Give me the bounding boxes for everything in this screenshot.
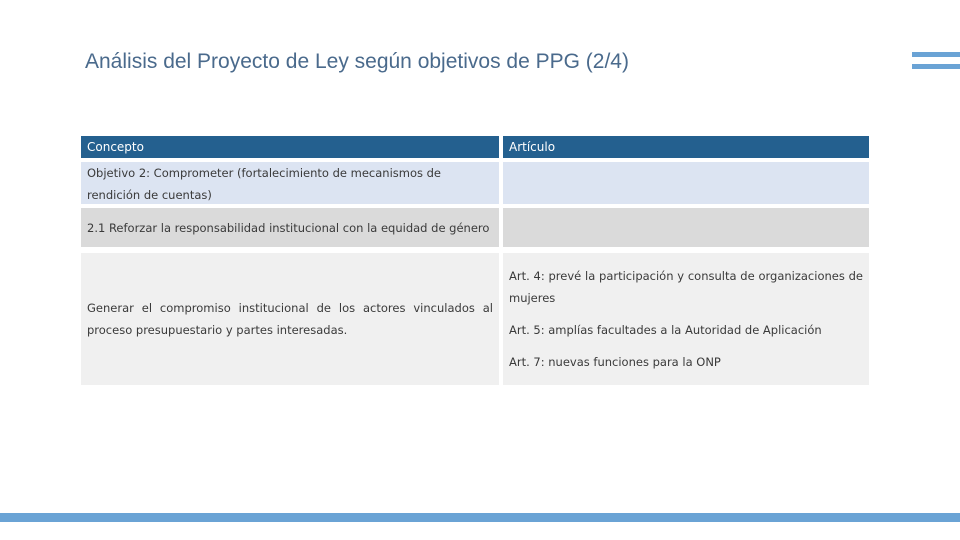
articulo-list [509, 265, 863, 373]
footer-bar [0, 513, 960, 522]
sub-objective-text: 2.1 Reforzar la responsabilidad institucional con la equidad de género [87, 220, 490, 235]
header-articulo: Artículo [503, 136, 869, 158]
sub-objective-articulo-cell [503, 208, 869, 247]
decorative-bar-top [912, 52, 960, 57]
decorative-bar-bottom [912, 64, 960, 69]
header-concepto: Concepto [81, 136, 499, 158]
articulo-item: Art. 7: nuevas funciones para la ONP [509, 355, 721, 369]
objective-concepto-cell: Objetivo 2: Comprometer (fortalecimiento de mecanismos de rendición de cuentas) [81, 162, 499, 204]
detail-articulo-cell [503, 253, 869, 385]
slide-title: Análisis del Proyecto de Ley según objetivos de PPG (2/4) [85, 50, 629, 73]
articulo-item: Art. 4: prevé la participación y consulta de organizaciones de mujeres [509, 269, 863, 305]
objective-articulo-cell [503, 162, 869, 204]
sub-objective-concepto-cell [81, 208, 499, 247]
detail-concepto-text: Generar el compromiso institucional de los actores vinculados al proceso presupuestario y partes interesadas. [87, 301, 493, 337]
articulo-item: Art. 5: amplías facultades a la Autoridad de Aplicación [509, 323, 822, 337]
detail-concepto-cell [81, 253, 499, 385]
